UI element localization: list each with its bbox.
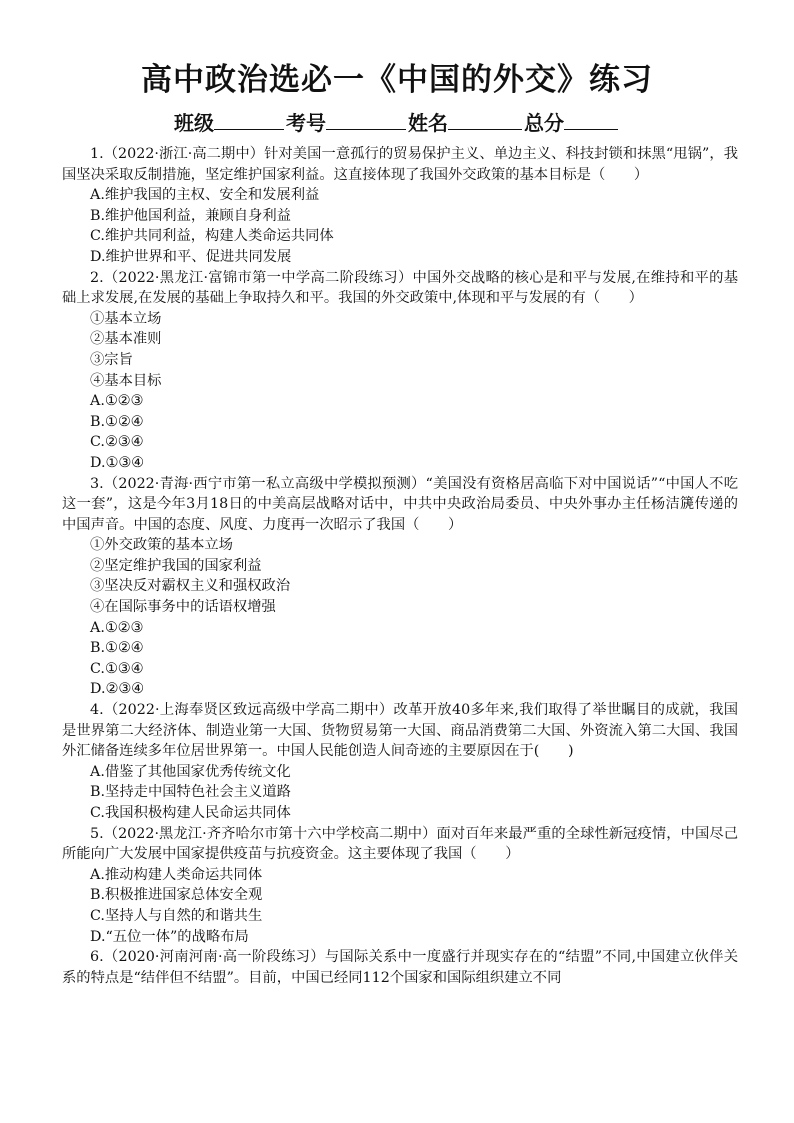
answer-option: A.借鉴了其他国家优秀传统文化 — [90, 763, 291, 780]
answer-option: A.①②③ — [90, 393, 144, 410]
answer-option: A.推动构建人类命运共同体 — [90, 866, 263, 883]
answer-option: B.积极推进国家总体安全观 — [90, 887, 263, 904]
score-label: 总分 — [524, 111, 564, 135]
answer-option: ①外交政策的基本立场 — [90, 537, 233, 554]
name-label: 姓名 — [408, 111, 448, 135]
answer-option: D.维护世界和平、促进共同发展 — [90, 248, 292, 265]
name-blank[interactable] — [448, 109, 522, 130]
page-title: 高中政治选必一《中国的外交》练习 — [141, 62, 653, 98]
question-stem: 4.（2022·上海奉贤区致远高级中学高二期中）改革开放40多年来,我们取得了举世瞩目的成就，我国是世界第二大经济体、制造业第一大国、货物贸易第一大国、商品消费第二大国、外资流入第二大国、我国外汇储备连续多年位居世界第一。中国人民能创造人间奇迹的主要原因在于( ) — [62, 702, 738, 760]
exam-no-label: 考号 — [286, 111, 326, 135]
answer-option: B.坚持走中国特色社会主义道路 — [90, 784, 291, 801]
question-block — [62, 268, 738, 474]
question-list — [62, 144, 738, 988]
question-stem: 5.（2022·黑龙江·齐齐哈尔市第十六中学校高二期中）面对百年来最严重的全球性新冠疫情，中国尽己所能向广大发展中国家提供疫苗与抗疫资金。这主要体现了我国（ ） — [62, 825, 738, 863]
answer-option: B.①②④ — [90, 413, 144, 430]
question-block — [62, 144, 738, 268]
answer-option: C.②③④ — [90, 434, 144, 451]
answer-option: C.维护共同利益，构建人类命运共同体 — [90, 228, 334, 245]
answer-option: ③宗旨 — [90, 351, 133, 368]
answer-option: ②坚定维护我国的国家利益 — [90, 557, 262, 574]
question-stem: 2.（2022·黑龙江·富锦市第一中学高二阶段练习）中国外交战略的核心是和平与发展,在维持和平的基础上求发展,在发展的基础上争取持久和平。我国的外交政策中,体现和平与发展的有（ ） — [62, 269, 738, 307]
answer-option: ③坚决反对霸权主义和强权政治 — [90, 578, 291, 595]
question-stem: 6.（2020·河南河南·高一阶段练习）与国际关系中一度盛行并现实存在的“结盟”不同,中国建立伙伴关系的特点是“结伴但不结盟”。目前，中国已经同112个国家和国际组织建立不同 — [62, 949, 738, 986]
class-label: 班级 — [174, 111, 214, 135]
question-block — [62, 824, 738, 948]
answer-option: D.②③④ — [90, 681, 144, 698]
exam-no-blank[interactable] — [326, 109, 406, 130]
question-block — [62, 947, 738, 988]
answer-option: ②基本准则 — [90, 331, 162, 348]
answer-option: B.①②④ — [90, 640, 144, 657]
question-block — [62, 474, 738, 701]
answer-option: D.“五位一体”的战略布局 — [90, 928, 249, 945]
answer-option: C.坚持人与自然的和谐共生 — [90, 907, 263, 924]
answer-option: A.维护我国的主权、安全和发展利益 — [90, 187, 320, 204]
question-stem: 1.（2022·浙江·高二期中）针对美国一意孤行的贸易保护主义、单边主义、科技封锁和抹黑“甩锅”，我国坚决采取反制措施，坚定维护国家利益。这直接体现了我国外交政策的基本目标是（ ） — [62, 146, 738, 183]
answer-option: ①基本立场 — [90, 310, 162, 327]
question-block — [62, 700, 738, 824]
answer-option: A.①②③ — [90, 619, 144, 636]
score-blank[interactable] — [564, 109, 618, 130]
answer-option: D.①③④ — [90, 454, 144, 471]
answer-option: ④在国际事务中的话语权增强 — [90, 599, 276, 616]
question-stem: 3.（2022·青海·西宁市第一私立高级中学模拟预测）“美国没有资格居高临下对中国说话”“中国人不吃这一套”，这是今年3月18日的中美高层战略对话中，中共中央政治局委员、中央外事办主任杨洁篪传递的中国声音。中国的态度、风度、力度再一次昭示了我国（ ） — [62, 475, 738, 533]
answer-option: C.我国积极构建人民命运共同体 — [90, 805, 291, 821]
student-info-line — [0, 108, 794, 138]
answer-option: C.①③④ — [90, 660, 144, 677]
answer-option: B.维护他国利益，兼顾自身利益 — [90, 207, 291, 224]
answer-option: ④基本目标 — [90, 372, 162, 389]
class-blank[interactable] — [214, 109, 284, 130]
